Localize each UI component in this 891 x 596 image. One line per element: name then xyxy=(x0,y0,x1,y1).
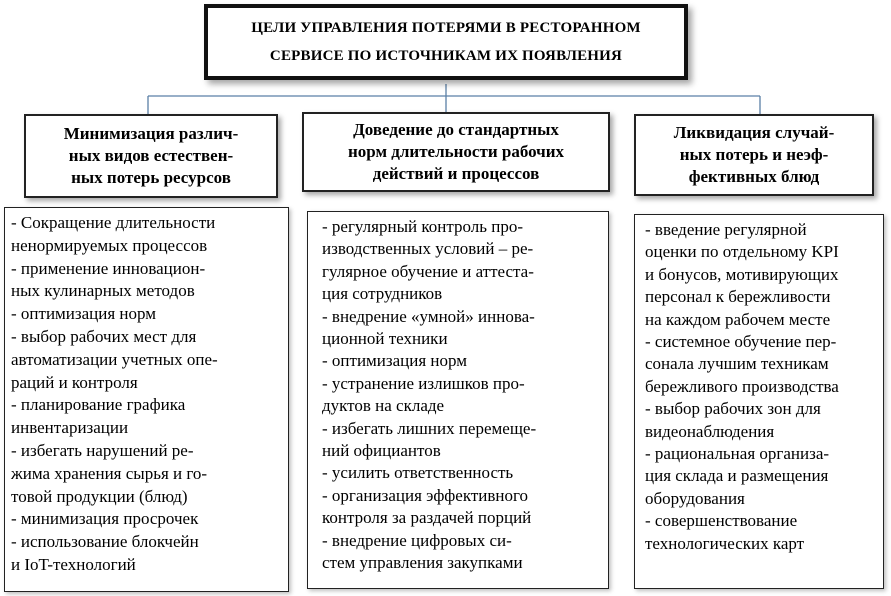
list-line: и IoT-технологий xyxy=(11,554,136,574)
list-line: - минимизация просрочек xyxy=(11,509,199,529)
list-line: - введение регулярной xyxy=(645,220,807,239)
column-1-list-box xyxy=(4,207,289,592)
list-line: - Сокращение длительности xyxy=(11,213,216,232)
list-line: изводственных условий – ре- xyxy=(322,239,534,259)
list-line: ция сотрудников xyxy=(322,284,443,304)
column-2-heading-line: действий и процессов xyxy=(372,164,540,183)
list-line: жима хранения сырья и го- xyxy=(11,463,208,483)
list-line: - регулярный контроль про- xyxy=(322,217,524,236)
list-line: оборудования xyxy=(645,488,745,508)
list-line: товой продукции (блюд) xyxy=(11,486,188,506)
list-line: - рациональная организа- xyxy=(645,444,830,464)
list-line: - использование блокчейн xyxy=(11,532,199,552)
list-line: сонала лучшим техникам xyxy=(645,354,829,374)
list-line: - совершенствование xyxy=(645,511,798,531)
list-line: - планирование графика xyxy=(11,395,186,415)
list-line: - усилить ответственность xyxy=(322,463,514,483)
list-line: раций и контроля xyxy=(11,372,138,392)
list-line: - внедрение «умной» иннова- xyxy=(322,306,535,326)
list-line: - системное обучение пер- xyxy=(645,332,837,352)
list-line: - выбор рабочих мест для xyxy=(11,326,197,346)
column-3-heading-line: фективных блюд xyxy=(688,167,820,186)
column-3-heading-box xyxy=(634,114,874,196)
list-line: ний официантов xyxy=(322,441,441,461)
list-line: видеонаблюдения xyxy=(645,421,775,441)
list-line: - выбор рабочих зон для xyxy=(645,399,821,419)
column-2-heading-box xyxy=(302,112,610,192)
list-line: - оптимизация норм xyxy=(11,304,157,324)
column-3-list-box xyxy=(634,214,884,589)
column-2-heading-line: норм длительности рабочих xyxy=(347,142,565,161)
column-2-heading-line: Доведение до стандартных xyxy=(353,120,559,139)
list-line: - избегать лишних перемеще- xyxy=(322,418,537,438)
column-1-heading-line: ных видов естествен- xyxy=(68,146,234,165)
column-1-heading-box xyxy=(24,114,278,198)
column-1-heading-line: Минимизация различ- xyxy=(63,124,239,143)
list-line: оценки по отдельному KPI xyxy=(645,242,839,262)
list-line: ция склада и размещения xyxy=(645,466,829,486)
list-line: контроля за раздачей порций xyxy=(322,508,532,528)
diagram-title-line-1: ЦЕЛИ УПРАВЛЕНИЯ ПОТЕРЯМИ В РЕСТОРАННОМ xyxy=(251,20,641,36)
list-line: - организация эффективного xyxy=(322,485,529,505)
list-line: персонал к бережливости xyxy=(645,287,831,307)
list-line: ционной техники xyxy=(322,329,448,349)
list-line: - оптимизация норм xyxy=(322,351,468,371)
column-3-heading-line: ных потерь и неэф- xyxy=(679,145,829,164)
list-line: ных кулинарных методов xyxy=(11,281,195,301)
list-line: инвентаризации xyxy=(11,418,129,438)
list-line: - внедрение цифровых си- xyxy=(322,530,512,550)
list-line: ненормируемых процессов xyxy=(11,235,208,255)
list-line: стем управления закупками xyxy=(322,553,523,573)
list-line: бережливого производства xyxy=(645,376,839,396)
list-line: на каждом рабочем месте xyxy=(645,309,831,329)
diagram-title-box xyxy=(204,4,688,80)
list-line: гулярное обучение и аттеста- xyxy=(322,261,534,281)
list-line: автоматизации учетных опе- xyxy=(11,349,218,369)
column-1-heading-line: ных потерь ресурсов xyxy=(71,168,231,187)
list-line: - избегать нарушений ре- xyxy=(11,440,194,460)
diagram-title-line-2: СЕРВИСЕ ПО ИСТОЧНИКАМ ИХ ПОЯВЛЕНИЯ xyxy=(269,48,623,64)
column-2-list-box xyxy=(307,211,609,589)
list-line: - устранение излишков про- xyxy=(322,373,525,393)
list-line: и бонусов, мотивирующих xyxy=(645,264,839,284)
list-line: дуктов на складе xyxy=(322,396,445,416)
column-3-heading-line: Ликвидация случай- xyxy=(673,123,835,142)
list-line: технологических карт xyxy=(645,533,805,553)
list-line: - применение инновацион- xyxy=(11,258,206,278)
